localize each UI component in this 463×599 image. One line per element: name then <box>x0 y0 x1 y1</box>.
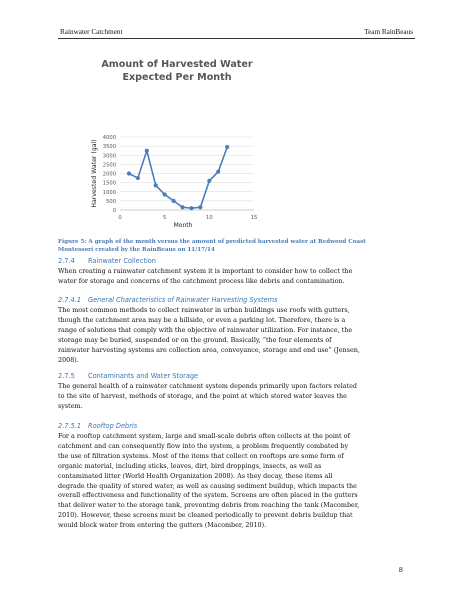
running-header-left: Rainwater Catchment <box>60 28 123 36</box>
section-number: 2.7.4.1 <box>58 296 82 304</box>
text-line: storage may be buried, suspended or on the ground. Basically, “the four elements of <box>58 335 332 344</box>
data-point <box>154 183 158 187</box>
caption-line: Figure 5: A graph of the month versus the amount of predicted harvested water at Redwood Coast <box>58 239 366 245</box>
text-line: overall effectiveness and functionality of the system. Screens are often placed in the gutters <box>58 491 358 500</box>
section-number: 2.7.5 <box>58 372 75 380</box>
harvested-water-chart <box>82 50 272 230</box>
section-title: General Characteristics of Rainwater Harvesting Systems <box>88 296 278 304</box>
data-point <box>225 145 229 149</box>
figure-caption <box>58 238 414 254</box>
section-title: Rooftop Debris <box>88 422 138 430</box>
heading-2-7-5-1 <box>58 422 137 430</box>
text-line: would block water from entering the gutters (Macomber, 2010). <box>58 521 267 530</box>
section-number: 2.7.5.1 <box>58 422 82 430</box>
data-point <box>180 205 184 209</box>
text-line: contaminated litter (World Health Organization 2008). As they decay, these items all <box>58 471 333 480</box>
data-point <box>127 171 131 175</box>
text-line: The general health of a rainwater catchment system depends primarily upon factors related <box>58 382 357 390</box>
series-line <box>129 147 227 208</box>
text-line: though the catchment area may be a hillside, or even a parking lot. Therefore, there is a <box>58 315 346 324</box>
text-line: water for storage and concerns of the catchment process like debris and contamination. <box>58 276 345 285</box>
data-point <box>136 176 140 180</box>
data-point <box>207 179 211 183</box>
text-line: For a rooftop catchment system, large and small-scale debris often collects at the point of <box>58 432 350 440</box>
text-line: to the site of harvest, methods of storage, and the point at which stored water leaves the <box>58 391 347 400</box>
x-tick-label: 0 <box>118 215 122 221</box>
data-point <box>189 206 193 210</box>
running-header-right: Team RainBeaus <box>364 28 413 36</box>
x-tick-label: 5 <box>163 215 167 221</box>
paragraph-2-7-5 <box>58 382 416 412</box>
section-title: Contaminants and Water Storage <box>88 372 199 380</box>
page-number: 8 <box>398 566 403 574</box>
data-point <box>172 199 176 203</box>
y-axis-label: Harvested Water (gal) <box>91 139 98 208</box>
x-tick-label: 15 <box>250 215 258 221</box>
heading-2-7-4-1 <box>58 296 277 304</box>
text-line: system. <box>58 401 83 410</box>
chart-svg <box>82 50 272 230</box>
text-line: 2010). However, these screens must be cleaned periodically to prevent debris buildup that <box>58 511 353 520</box>
paragraph-2-7-4 <box>58 267 416 287</box>
text-line: degrade the quality of stored water, as well as causing sediment buildup, which impacts the <box>58 481 357 490</box>
y-tick-label: 3500 <box>102 144 116 151</box>
y-tick-label: 1500 <box>102 180 116 187</box>
paragraph-2-7-4-1 <box>58 306 416 365</box>
section-number: 2.7.4 <box>58 257 75 265</box>
text-line: organic material, including sticks, leaves, dirt, bird droppings, insects, as well as <box>58 461 322 470</box>
text-line: catchment and can consequently flow into the system, a problem frequently combated by <box>58 441 349 450</box>
text-line: the use of filtration systems. Most of the items that collect on rooftops are some form of <box>58 451 344 460</box>
y-tick-label: 1000 <box>102 189 116 196</box>
data-point <box>145 149 149 153</box>
header-divider <box>58 38 415 39</box>
text-line: The most common methods to collect rainwater in urban buildings use roofs with gutters, <box>58 306 350 314</box>
data-point <box>163 192 167 196</box>
data-point <box>216 170 220 174</box>
y-tick-label: 4000 <box>102 135 116 141</box>
text-line: When creating a rainwater catchment system it is important to consider how to collect the <box>58 267 353 275</box>
data-point <box>198 205 202 209</box>
x-axis-label: Month <box>173 222 193 229</box>
text-line: range of solutions that comply with the objective of rainwater utilization. For instance, the <box>58 325 353 334</box>
chart-title-line: Expected Per Month <box>122 72 232 83</box>
paragraph-2-7-5-1 <box>58 432 416 531</box>
x-tick-label: 10 <box>206 215 213 221</box>
text-line: 2008). <box>58 355 79 364</box>
section-title: Rainwater Collection <box>88 257 156 265</box>
y-tick-label: 2000 <box>102 171 116 178</box>
chart-title-line: Amount of Harvested Water <box>101 59 253 70</box>
heading-2-7-5 <box>58 372 198 380</box>
y-tick-label: 0 <box>112 208 116 214</box>
text-line: that deliver water to the storage tank, preventing debris from reaching the tank (Macomber, <box>58 501 360 510</box>
heading-2-7-4 <box>58 257 156 265</box>
y-tick-label: 500 <box>106 198 116 205</box>
y-tick-label: 2500 <box>102 162 116 169</box>
text-line: rainwater harvesting systems are collection area, conveyance, storage and end use” (Jensen, <box>58 345 360 354</box>
caption-line: Montessori created by the RainBeaus on 11/17/14 <box>58 247 215 253</box>
y-tick-label: 3000 <box>102 153 116 160</box>
